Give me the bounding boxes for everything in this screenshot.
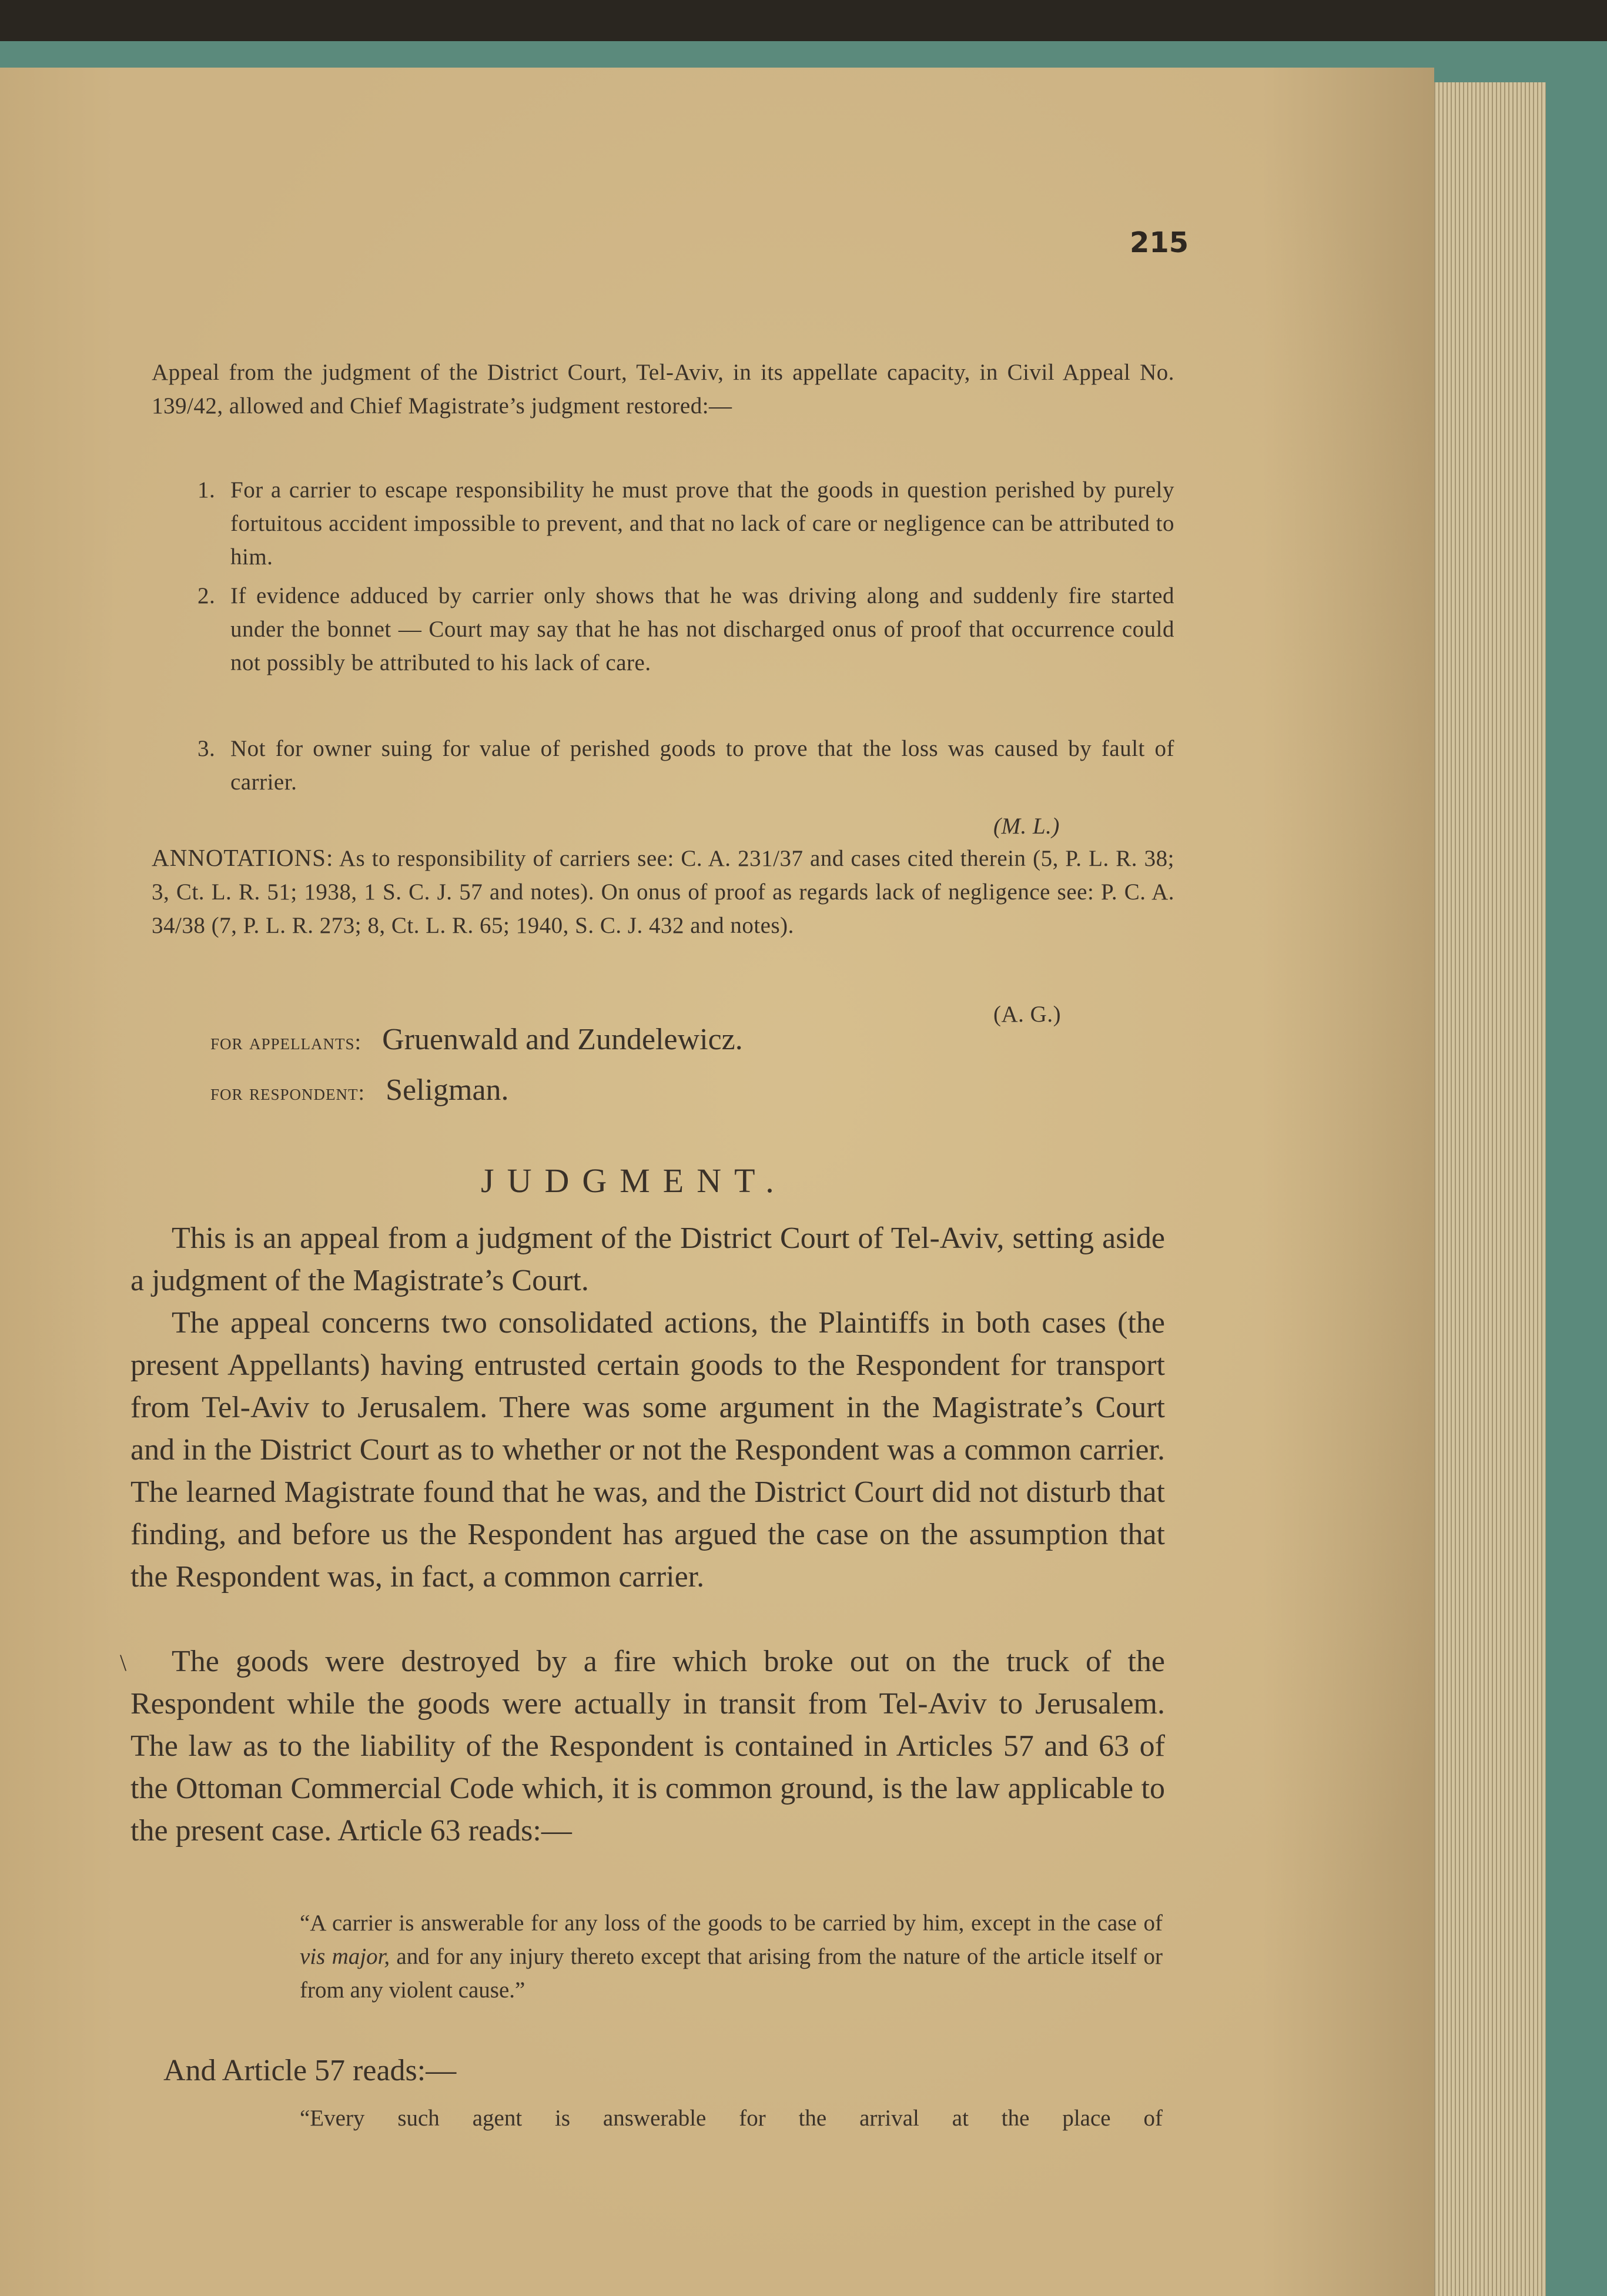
counsel-name: Seligman. — [386, 1073, 509, 1107]
paragraph-3 — [130, 1641, 1165, 1852]
counsel-label: for appellants: — [210, 1030, 362, 1055]
quote-text: “A carrier is answerable for any loss of the goods to be carried by him, except in the case of — [300, 1910, 1163, 1936]
holding-1 — [197, 473, 1174, 574]
counsel-name: Gruenwald and Zundelewicz. — [382, 1023, 743, 1056]
holding-number: 1. — [197, 477, 216, 503]
quote-article-63 — [300, 1906, 1163, 2007]
annotations-label: ANNOTATIONS: — [152, 844, 334, 871]
holding-text: If evidence adduced by carrier only shows that he was driving along and suddenly fire started under the bonnet — Court may say that he has not discharged onus of proof that occurrence could not possibly be attributed to his lack of care. — [230, 583, 1174, 675]
article-57-intro: And Article 57 reads:— — [163, 2054, 457, 2087]
headnote: Appeal from the judgment of the District Court, Tel-Aviv, in its appellate capacity, in Civil Appeal No. 139/42, allowed and Chief Magistrate’s judgment restored:— — [152, 360, 1174, 419]
page-text — [0, 68, 1434, 2296]
judgment-heading: JUDGMENT. — [481, 1162, 787, 1200]
initials-ag: (A. G.) — [993, 1002, 1062, 1027]
paragraph-text: The goods were destroyed by a fire which broke out on the truck of the Respondent while the goods were actually in transit from Tel-Aviv to Jerusalem. The law as to the liability of the Respondent is contained in Articles 57 and 63 of the Ottoman Commercial Code which, it is common ground, is the law applicable to the present case. Article 63 reads:— — [130, 1645, 1165, 1847]
annotations-text: As to responsibility of carriers see: C. A. 231/37 and cases cited therein (5, P. L. R. 38; 3, Ct. L. R. 51; 1938, 1 S. C. J. 57 and notes). On onus of proof as regards lack of negligence see: P. C. A. 34/38 (7, P. L. R. 273; 8, Ct. L. R. 65; 1940, S. C. J. 432 and notes). — [152, 846, 1174, 938]
paragraph-text: The appeal concerns two consolidated actions, the Plaintiffs in both cases (the present Appellants) having entrusted certain goods to the Respondent for transport from Tel-Aviv to Jerusalem. There was some argument in the Magistrate’s Court and in the District Court as to whether or not the Respondent was a common carrier. The learned Magistrate found that he was, and the District Court did not disturb that finding, and before us the Respondent has argued the case on the assumption that the Respondent was, in fact, a common carrier. — [130, 1306, 1165, 1594]
initials-ml: (M. L.) — [993, 814, 1060, 839]
quote-article-57: “Every such agent is answerable for the arrival at the place of — [300, 2106, 1163, 2131]
book-page — [0, 68, 1434, 2296]
holding-number: 2. — [197, 583, 216, 608]
holding-number: 3. — [197, 736, 216, 761]
paragraph-2 — [130, 1302, 1165, 1598]
quote-text: and for any injury thereto except that arising from the nature of the article itself or from any violent cause.” — [300, 1944, 1163, 2003]
margin-mark: \ — [120, 1649, 127, 1676]
holding-text: Not for owner suing for value of perished goods to prove that the loss was caused by fault of carrier. — [230, 736, 1174, 795]
annotations — [152, 841, 1174, 942]
holding-3 — [197, 732, 1174, 799]
counsel-appellants — [210, 1022, 743, 1057]
counsel-label: for respondent: — [210, 1080, 366, 1105]
holding-text: For a carrier to escape responsibility he must prove that the goods in question perished by purely fortuitous accident impossible to prevent, and that no lack of care or negligence can be attributed to him. — [230, 477, 1174, 570]
quote-italic: vis major, — [300, 1944, 390, 1969]
page-number: 215 — [1130, 226, 1189, 259]
paragraph-1 — [130, 1217, 1165, 1302]
counsel-respondent — [210, 1073, 509, 1107]
holding-2 — [197, 579, 1174, 680]
paragraph-text: This is an appeal from a judgment of the District Court of Tel-Aviv, setting aside a judgment of the Magistrate’s Court. — [130, 1221, 1165, 1297]
